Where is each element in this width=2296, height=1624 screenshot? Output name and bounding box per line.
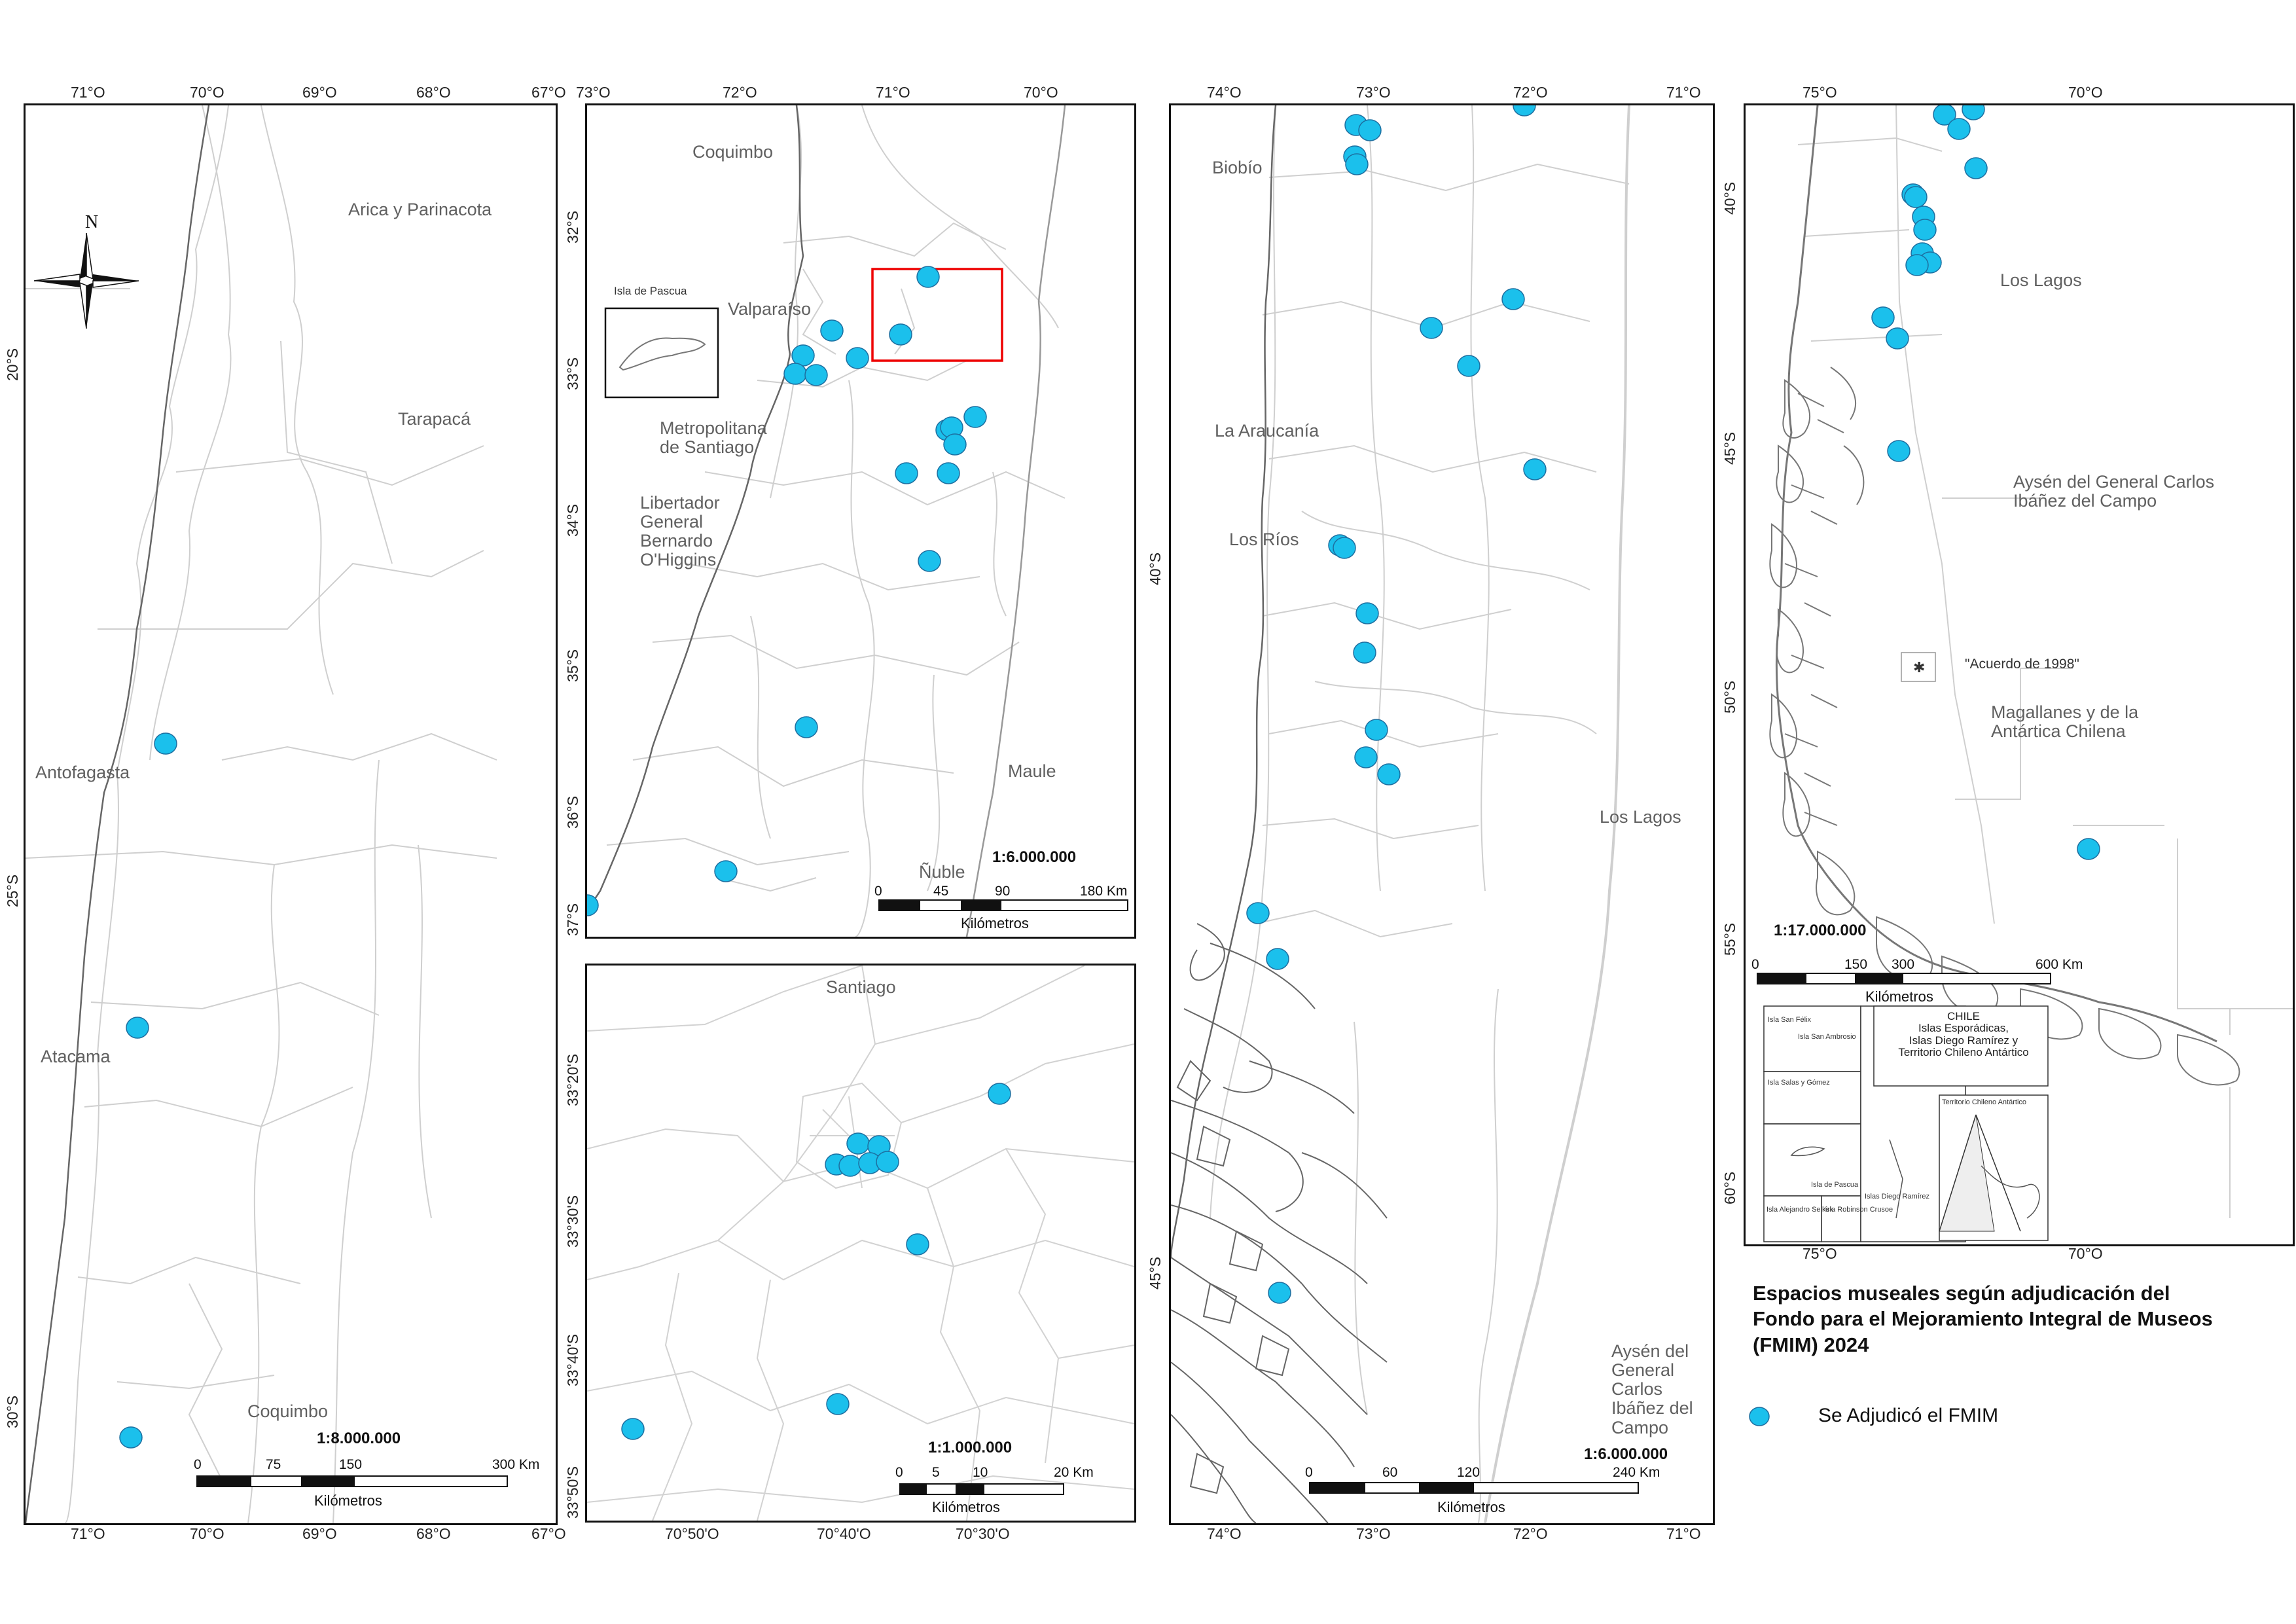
- p2-lat: 32°S: [564, 210, 581, 244]
- p4-scale-tick: 60: [1382, 1465, 1398, 1480]
- region-label: Aysén del General Carlos Ibáñez del Campo: [1611, 1341, 1693, 1437]
- region-label: Metropolitana de Santiago: [660, 418, 767, 458]
- p4-scale-tick: 120: [1457, 1465, 1480, 1480]
- p3-lat: 33°50'S: [564, 1466, 581, 1519]
- region-label: Biobío: [1212, 158, 1263, 177]
- p1-scale-bar: [196, 1475, 508, 1487]
- museum-marker: [1524, 459, 1546, 480]
- museum-marker: [784, 363, 806, 384]
- p2-lon-top: 71°O: [876, 84, 910, 101]
- museum-marker: [805, 365, 827, 386]
- santiago-map-svg: [587, 965, 1134, 1521]
- museum-marker: [1268, 1282, 1291, 1303]
- museum-marker: [587, 895, 598, 916]
- museum-marker: [1513, 105, 1535, 116]
- p2-lat: 36°S: [564, 795, 581, 829]
- museum-marker: [792, 345, 814, 366]
- region-label: La Araucanía: [1215, 421, 1319, 441]
- p4-lon-bottom: 72°O: [1513, 1525, 1548, 1542]
- p1-lon-bottom: 68°O: [416, 1525, 451, 1542]
- museum-marker: [889, 324, 912, 345]
- svg-text:Isla San Ambrosio: Isla San Ambrosio: [1798, 1033, 1856, 1041]
- p4-scale-ratio: 1:6.000.000: [1584, 1445, 1668, 1463]
- p4-lat: 45°S: [1147, 1256, 1164, 1290]
- museum-marker: [1906, 255, 1928, 276]
- p3-scale-unit: Kilómetros: [932, 1499, 1000, 1515]
- museum-marker: [847, 1133, 869, 1154]
- p5-scale-ratio: 1:17.000.000: [1774, 922, 1867, 939]
- museum-marker: [918, 550, 941, 571]
- p5-lon-top: 70°O: [2068, 84, 2103, 101]
- p4-lon-top: 71°O: [1666, 84, 1701, 101]
- museum-marker: [795, 717, 817, 738]
- region-label: Tarapacá: [398, 409, 471, 429]
- easter-island-inset: [605, 308, 718, 397]
- museum-marker: [964, 406, 986, 427]
- p4-lon-bottom: 71°O: [1666, 1525, 1701, 1542]
- region-label: Libertador General Bernardo O'Higgins: [640, 493, 720, 570]
- p1-lon-bottom: 67°O: [531, 1525, 566, 1542]
- p3-scale-tick: 20 Km: [1054, 1465, 1094, 1480]
- p5-lat: 50°S: [1721, 680, 1738, 713]
- museum-marker: [1905, 187, 1927, 208]
- inset-title: CHILE Islas Esporádicas, Islas Diego Ramírez y Territorio Chileno Antártico: [1898, 1010, 2029, 1059]
- p5-scale-tick: 0: [1751, 957, 1759, 972]
- museum-marker: [2077, 839, 2100, 859]
- north-arrow-icon: [31, 211, 143, 342]
- region-label: Aysén del General Carlos Ibáñez del Campo: [2013, 472, 2215, 511]
- p5-scale-tick: 150: [1844, 957, 1868, 972]
- museum-marker: [937, 463, 960, 484]
- p3-lat: 33°20'S: [564, 1053, 581, 1106]
- region-label: Santiago: [826, 977, 896, 997]
- p2-lon-top: 72°O: [723, 84, 757, 101]
- museum-marker: [944, 434, 966, 455]
- museum-marker: [895, 463, 918, 484]
- p5-lat: 45°S: [1721, 431, 1738, 465]
- region-label: Antofagasta: [35, 763, 130, 782]
- museum-marker: [1458, 355, 1480, 376]
- region-label: Ñuble: [919, 862, 965, 882]
- region-label: Arica y Parinacota: [348, 200, 492, 219]
- museum-marker: [1247, 903, 1269, 924]
- p5-scale-bar: [1757, 973, 2051, 984]
- museum-marker: [846, 348, 869, 369]
- p1-scale-tick: 0: [194, 1457, 202, 1472]
- museum-marker: [1365, 719, 1388, 740]
- p2-scale-unit: Kilómetros: [961, 915, 1029, 931]
- region-label: Maule: [1008, 761, 1056, 781]
- museum-marker: [1378, 764, 1400, 785]
- treaty-label: "Acuerdo de 1998": [1965, 657, 2079, 672]
- museum-marker: [1354, 642, 1376, 663]
- p1-lat: 20°S: [4, 348, 21, 381]
- p3-scale-ratio: 1:1.000.000: [928, 1439, 1013, 1456]
- region-label: Los Lagos: [2000, 270, 2082, 290]
- p3-scale-tick: 0: [895, 1465, 903, 1480]
- region-label: Coquimbo: [247, 1401, 329, 1421]
- legend-label: Se Adjudicó el FMIM: [1818, 1405, 1999, 1426]
- p1-scale-unit: Kilómetros: [314, 1492, 382, 1509]
- museum-marker: [1948, 118, 1970, 139]
- region-label: Coquimbo: [692, 142, 774, 162]
- p5-lat: 55°S: [1721, 922, 1738, 956]
- p4-lon-top: 73°O: [1356, 84, 1391, 101]
- p1-lon-bottom: 70°O: [190, 1525, 224, 1542]
- p1-lon-top: 68°O: [416, 84, 451, 101]
- region-label: Atacama: [41, 1047, 111, 1066]
- museum-marker: [1872, 307, 1894, 328]
- p3-lon-bottom: 70°40'O: [817, 1525, 871, 1542]
- museum-marker: [1962, 105, 1984, 120]
- svg-text:Isla Alejandro Selkirk: Isla Alejandro Selkirk: [1767, 1206, 1834, 1214]
- p1-lon-bottom: 69°O: [302, 1525, 337, 1542]
- p5-lat: 60°S: [1721, 1171, 1738, 1204]
- p2-lat: 33°S: [564, 357, 581, 390]
- svg-text:Isla San Félix: Isla San Félix: [1768, 1016, 1812, 1024]
- p1-scale-ratio: 1:8.000.000: [317, 1430, 401, 1447]
- p1-lon-bottom: 71°O: [71, 1525, 105, 1542]
- p3-lon-bottom: 70°50'O: [665, 1525, 719, 1542]
- p4-lon-bottom: 74°O: [1207, 1525, 1242, 1542]
- map-panel-santiago: [585, 964, 1136, 1523]
- map-title: Espacios museales según adjudicación del Fondo para el Mejoramiento Integral de Museos (FMIM) 2024: [1753, 1282, 2213, 1356]
- p2-scale-tick: 45: [933, 884, 949, 899]
- museum-marker: [1502, 289, 1524, 310]
- region-label: Los Lagos: [1600, 807, 1681, 827]
- museum-marker: [1266, 948, 1289, 969]
- p2-scale-tick: 0: [874, 884, 882, 899]
- region-label: Valparaíso: [728, 299, 812, 319]
- p2-scale-bar: [878, 899, 1128, 911]
- svg-text:Territorio Chileno Antártico: Territorio Chileno Antártico: [1942, 1098, 2027, 1106]
- p4-scale-tick: 0: [1305, 1465, 1313, 1480]
- museum-marker: [1914, 219, 1936, 240]
- museum-marker: [1888, 441, 1910, 461]
- p5-lon-bottom: 75°O: [1803, 1245, 1837, 1262]
- svg-text:Isla Salas y Gómez: Isla Salas y Gómez: [1768, 1079, 1830, 1087]
- museum-marker: [715, 861, 737, 882]
- p1-lat: 30°S: [4, 1395, 21, 1428]
- svg-text:Islas Diego Ramírez: Islas Diego Ramírez: [1865, 1193, 1930, 1200]
- p4-scale-bar: [1309, 1482, 1639, 1494]
- p3-lat: 33°40'S: [564, 1333, 581, 1386]
- museum-marker: [622, 1418, 644, 1439]
- museum-marker: [917, 266, 939, 287]
- museum-marker: [1359, 120, 1381, 141]
- museum-marker: [1886, 328, 1909, 349]
- museum-marker: [906, 1234, 929, 1255]
- p5-lon-bottom: 70°O: [2068, 1245, 2103, 1262]
- p5-scale-unit: Kilómetros: [1865, 988, 1933, 1005]
- p1-lon-top: 71°O: [71, 84, 105, 101]
- region-label: Magallanes y de la Antártica Chilena: [1991, 702, 2139, 742]
- museum-marker: [988, 1083, 1011, 1104]
- svg-text:Isla de Pascua: Isla de Pascua: [1811, 1181, 1859, 1189]
- p2-scale-ratio: 1:6.000.000: [992, 848, 1077, 866]
- p4-lat: 40°S: [1147, 552, 1164, 585]
- p2-scale-tick: 180 Km: [1080, 884, 1128, 899]
- p1-lat: 25°S: [4, 874, 21, 907]
- museum-marker: [1965, 158, 1987, 179]
- svg-text:✱: ✱: [1913, 659, 1926, 676]
- museum-marker: [821, 320, 843, 341]
- p2-scale-tick: 90: [995, 884, 1011, 899]
- p1-lon-top: 67°O: [531, 84, 566, 101]
- p3-scale-bar: [899, 1483, 1064, 1495]
- p4-lon-top: 74°O: [1207, 84, 1242, 101]
- museum-marker: [1355, 747, 1377, 768]
- p4-scale-unit: Kilómetros: [1437, 1499, 1505, 1515]
- p1-lon-top: 69°O: [302, 84, 337, 101]
- museum-marker: [1356, 603, 1378, 624]
- p5-lon-top: 75°O: [1803, 84, 1837, 101]
- p3-lat: 33°30'S: [564, 1195, 581, 1248]
- svg-text:Isla Robinson Crusoe: Isla Robinson Crusoe: [1824, 1206, 1893, 1214]
- p5-scale-tick: 600 Km: [2036, 957, 2083, 972]
- p5-lat: 40°S: [1721, 181, 1738, 215]
- p1-lon-top: 70°O: [190, 84, 224, 101]
- p2-lat: 37°S: [564, 903, 581, 936]
- museum-marker: [876, 1151, 899, 1172]
- north-label: N: [85, 212, 99, 232]
- museum-marker: [1420, 317, 1443, 338]
- museum-marker: [827, 1394, 849, 1415]
- legend-marker-icon: [1746, 1405, 1772, 1428]
- museum-marker: [1346, 154, 1368, 175]
- p4-lon-bottom: 73°O: [1356, 1525, 1391, 1542]
- inset-label: Isla de Pascua: [614, 285, 687, 297]
- p2-lon-top: 73°O: [576, 84, 611, 101]
- p4-scale-tick: 240 Km: [1613, 1465, 1660, 1480]
- museum-marker: [1333, 537, 1355, 558]
- p1-scale-tick: 75: [266, 1457, 281, 1472]
- p3-scale-tick: 5: [932, 1465, 940, 1480]
- p1-scale-tick: 300 Km: [492, 1457, 540, 1472]
- museum-marker: [839, 1155, 861, 1176]
- p3-lon-bottom: 70°30'O: [956, 1525, 1010, 1542]
- region-label: Los Ríos: [1229, 530, 1299, 549]
- p5-scale-tick: 300: [1892, 957, 1915, 972]
- p2-lat: 34°S: [564, 503, 581, 537]
- p4-lon-top: 72°O: [1513, 84, 1548, 101]
- p3-scale-tick: 10: [973, 1465, 988, 1480]
- p1-scale-tick: 150: [339, 1457, 363, 1472]
- p2-lon-top: 70°O: [1024, 84, 1058, 101]
- p2-lat: 35°S: [564, 649, 581, 682]
